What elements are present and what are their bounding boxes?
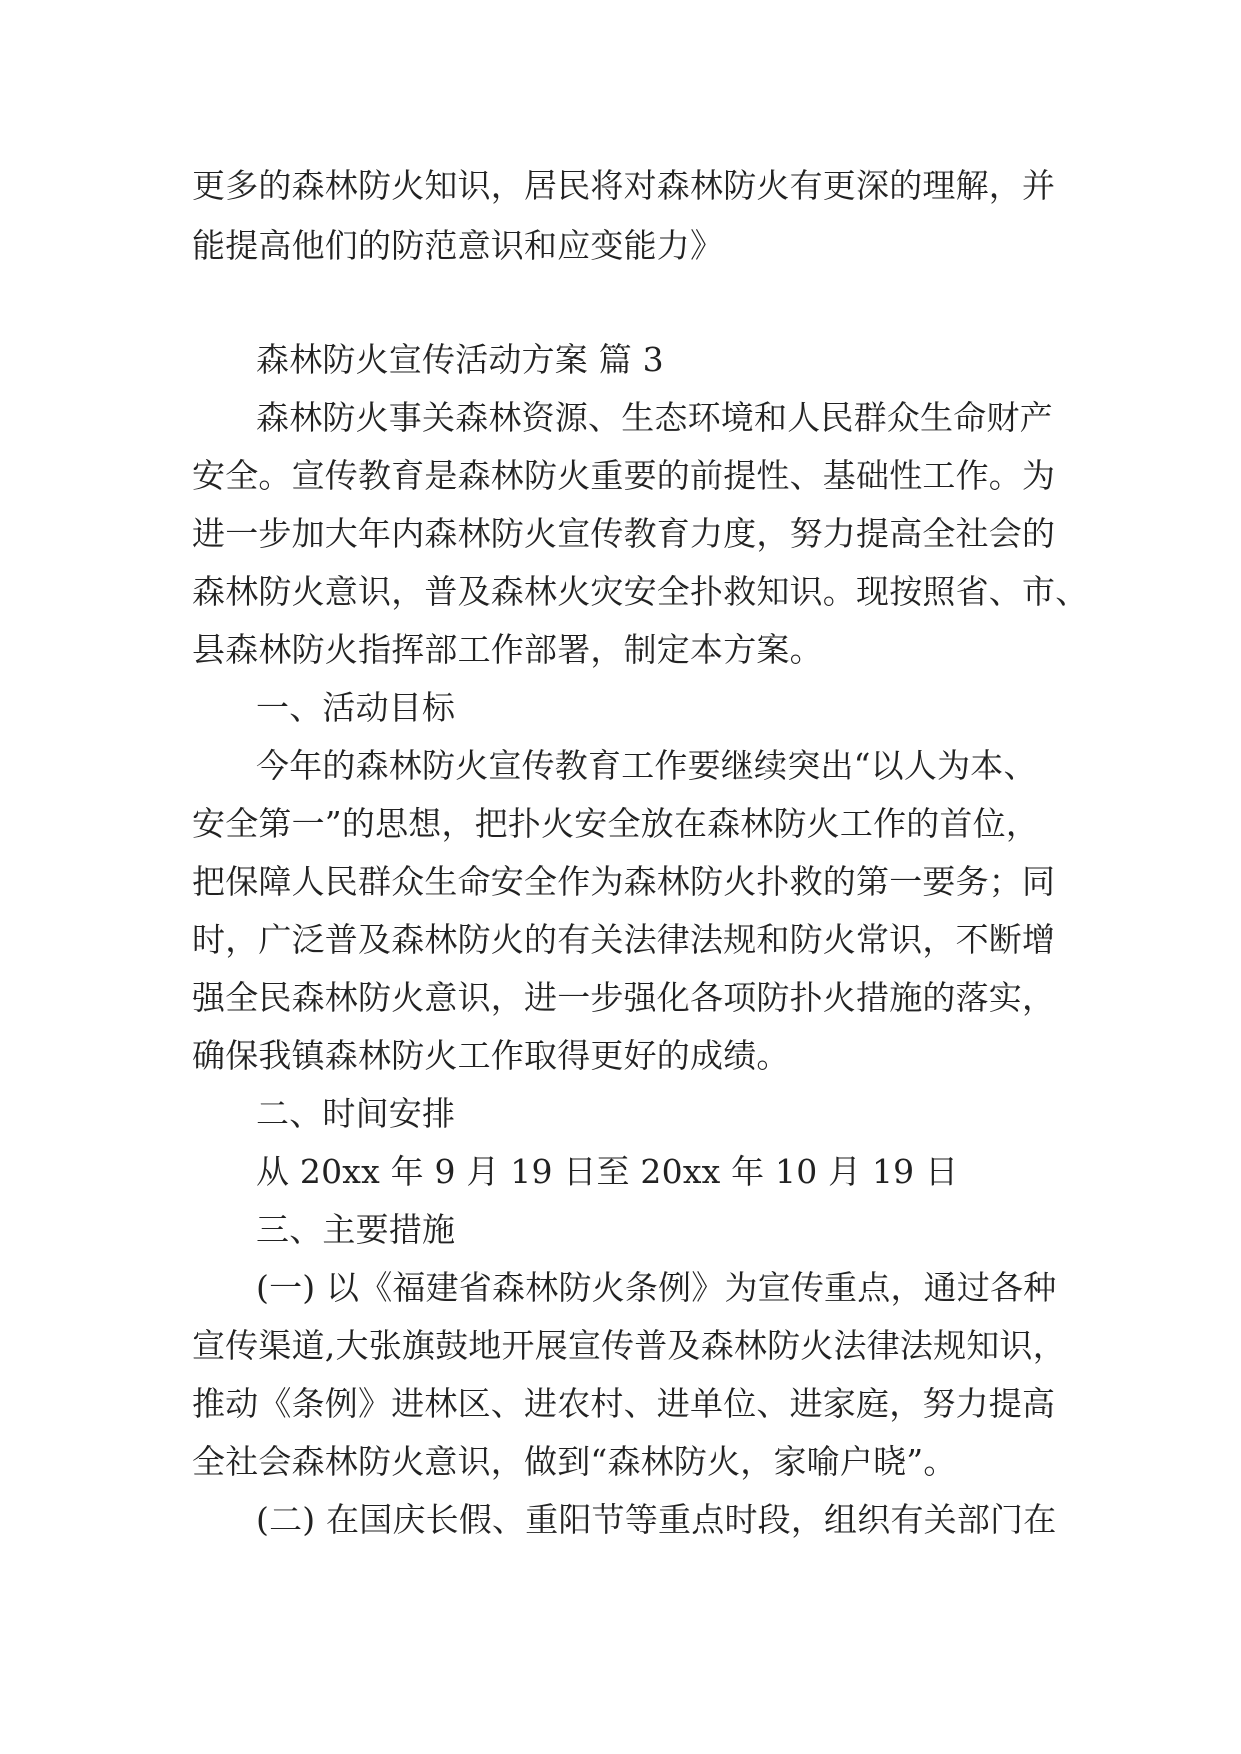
text-line: 安全。宣传教育是森林防火重要的前提性、基础性工作。为 <box>192 456 1056 495</box>
subheading: 一、活动目标 <box>256 688 456 727</box>
text-line: 推动《条例》进林区、进农村、进单位、进家庭，努力提高 <box>192 1384 1056 1423</box>
text-line: 县森林防火指挥部工作部署，制定本方案。 <box>192 630 823 669</box>
text-line: 把保障人民群众生命安全作为森林防火扑救的第一要务；同 <box>192 862 1056 901</box>
text-line: 宣传渠道,大张旗鼓地开展宣传普及森林防火法律法规知识， <box>192 1326 1066 1365</box>
section-heading: 森林防火宣传活动方案 篇 3 <box>256 340 664 379</box>
text-line: 时，广泛普及森林防火的有关法律法规和防火常识，不断增 <box>192 920 1056 959</box>
text-line: 确保我镇森林防火工作取得更好的成绩。 <box>192 1036 790 1075</box>
text-line: 从 20xx 年 9 月 19 日至 20xx 年 10 月 19 日 <box>256 1152 959 1191</box>
text-line: (一) 以《福建省森林防火条例》为宣传重点，通过各种 <box>256 1268 1057 1307</box>
subheading: 二、时间安排 <box>256 1094 456 1133</box>
text-line: 强全民森林防火意识，进一步强化各项防扑火措施的落实， <box>192 978 1056 1017</box>
text-line: 今年的森林防火宣传教育工作要继续突出“以人为本、 <box>256 746 1037 785</box>
text-line: 能提高他们的防范意识和应变能力》 <box>192 226 724 265</box>
text-line: 全社会森林防火意识，做到“森林防火，家喻户晓”。 <box>192 1442 957 1481</box>
text-line: 安全第一”的思想，把扑火安全放在森林防火工作的首位， <box>192 804 1040 843</box>
text-line: 更多的森林防火知识，居民将对森林防火有更深的理解，并 <box>192 166 1056 205</box>
text-line: (二) 在国庆长假、重阳节等重点时段，组织有关部门在 <box>256 1500 1057 1539</box>
text-line: 森林防火事关森林资源、生态环境和人民群众生命财产 <box>256 398 1053 437</box>
text-line: 森林防火意识，普及森林火灾安全扑救知识。现按照省、市、 <box>192 572 1089 611</box>
text-line: 进一步加大年内森林防火宣传教育力度，努力提高全社会的 <box>192 514 1056 553</box>
subheading: 三、主要措施 <box>256 1210 456 1249</box>
